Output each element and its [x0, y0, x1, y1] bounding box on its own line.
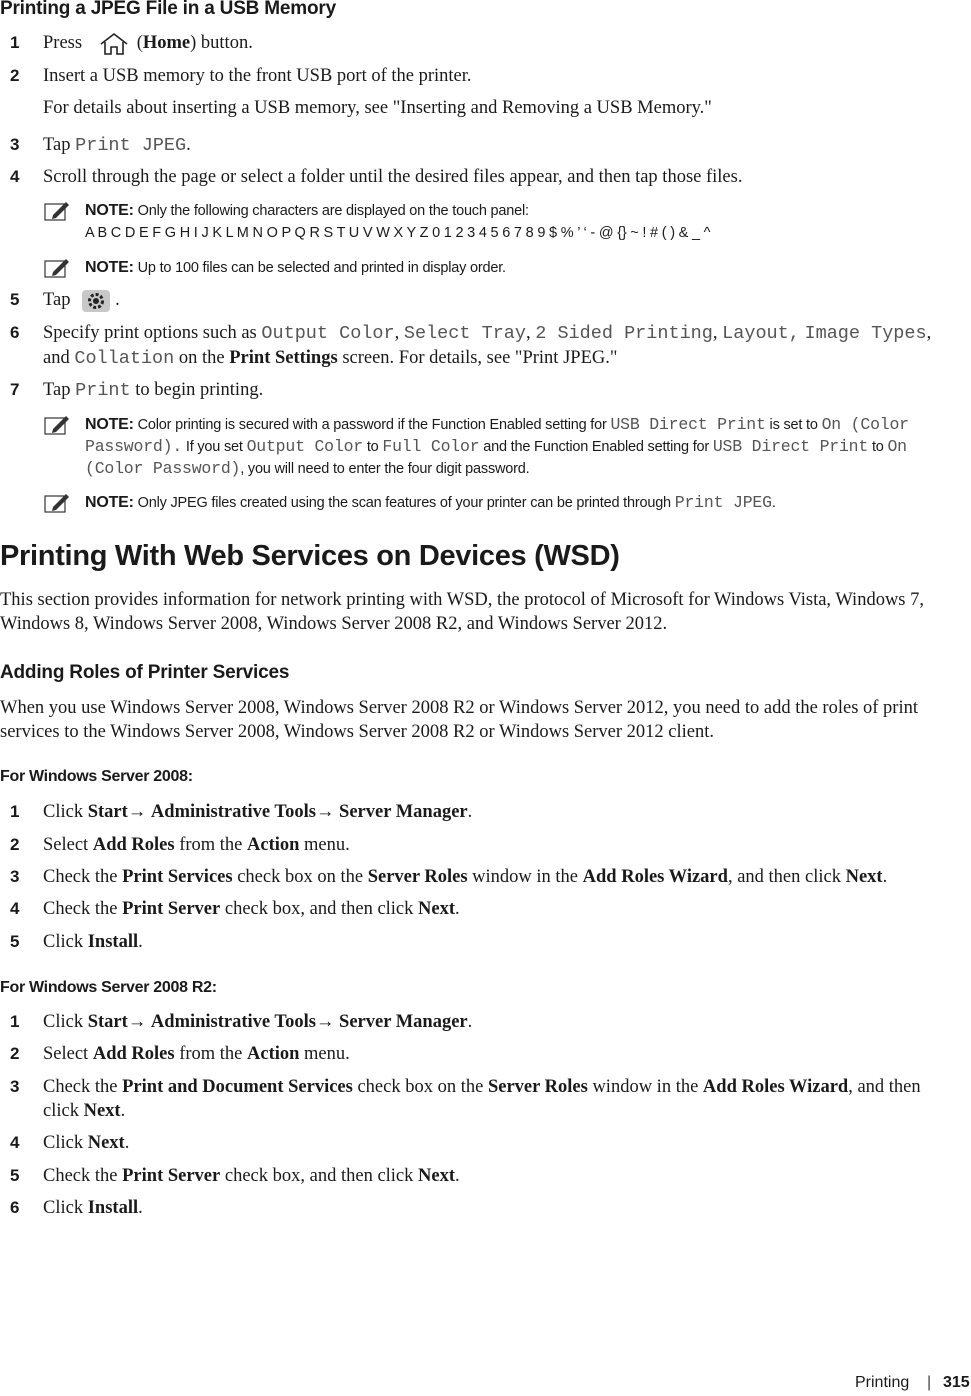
wsd-intro: This section provides information for network printing with WSD, the protocol of Microsoft for Windows Vista, Windows 7, Windows 8, Windows Server 2008, Windows Server 2008 R2, and Windows Server 2012. [0, 590, 925, 634]
step-text: Click Next. [43, 1133, 130, 1153]
ws2008r2-step-3 [0, 1075, 960, 1125]
step-number: 3 [10, 1077, 20, 1096]
step-text: Click Start→ Administrative Tools→ Server Manager. [43, 1012, 473, 1032]
step-text: Insert a USB memory to the front USB port of the printer. [43, 66, 472, 86]
step-text: Press (Home) button. [43, 31, 960, 56]
step-text: Check the Print Services check box on the Server Roles window in the Add Roles Wizard, and then click Next. [43, 867, 888, 887]
step-number: 1 [10, 1012, 20, 1031]
step-number: 2 [10, 66, 20, 85]
step-text: Check the Print and Document Services check box on the Server Roles window in the Add Roles Wizard, and then click Next. [43, 1077, 921, 1121]
step-number: 5 [10, 290, 20, 309]
step-number: 1 [10, 33, 20, 52]
note-pencil-icon [44, 257, 70, 279]
allowed-characters: A B C D E F G H I J K L M N O P Q R S T U V W X Y Z 0 1 2 3 4 5 6 7 8 9 $ % ’ ‘ - @ {} ~ ! # ( ) & _ ^ [85, 225, 711, 241]
page-number: 315 [943, 1374, 970, 1391]
step-text: Tap Print to begin printing. [43, 380, 264, 401]
step-text: Select Add Roles from the Action menu. [43, 1044, 350, 1064]
step-number: 4 [10, 167, 20, 186]
step-number: 6 [10, 1198, 20, 1217]
step-text: Check the Print Server check box, and then click Next. [43, 1166, 460, 1186]
roles-section-title: Adding Roles of Printer Services [0, 662, 290, 683]
step-number: 2 [10, 835, 20, 854]
note-pencil-icon [44, 492, 70, 514]
step-text: Check the Print Server check box, and then click Next. [43, 899, 460, 919]
step-number: 5 [10, 1166, 20, 1185]
step-text: Tap . [43, 288, 960, 313]
usb-step-2-detail: For details about inserting a USB memory, see "Inserting and Removing a USB Memory." [43, 98, 712, 118]
step-number: 4 [10, 1133, 20, 1152]
step-text: Scroll through the page or select a folder until the desired files appear, and then tap those files. [43, 167, 743, 187]
step-text: Click Install. [43, 1198, 143, 1218]
step-number: 4 [10, 899, 20, 918]
footer-separator: | [927, 1374, 932, 1391]
step-number: 3 [10, 867, 20, 886]
home-icon [97, 32, 131, 56]
settings-gear-icon [81, 289, 111, 313]
step-text: Click Start→ Administrative Tools→ Server Manager. [43, 802, 473, 822]
wsd-section-title: Printing With Web Services on Devices (WSD) [0, 540, 620, 572]
usb-section-title: Printing a JPEG File in a USB Memory [0, 0, 336, 19]
step-number: 7 [10, 380, 20, 399]
step-number: 2 [10, 1044, 20, 1063]
footer-section-name: Printing [855, 1374, 910, 1391]
manual-page: Printing a JPEG File in a USB Memory 1 Press (Home) button. 2 Insert a USB memory to the front USB port of the printer. For details about inserting a USB memory, see "Inserting and Removing a USB Memory." 3 Tap Print JPEG. 4 Scroll through the page or select a folder until the desired files appear, and then tap those files. NOTE: Only the following characters are displayed on the touch panel: A B C D E F G H I J K L M N O P Q R S T U V W X Y Z 0 1 2 3 4 5 6 7 8 9 $ % ’ ‘ - @ {} ~ ! # ( ) & _ ^ NOTE: Up to 100 files can be selected and printed in display order. 5 Tap . 6 Specify print options such as Output Color, Select Tray, 2 Sided Printing, Layout, Image Types, and Collation on the Print Settings screen. For details, see "Print JPEG." 7 Tap Print to begin printing. NOTE: Color printing is secured with a password if the Function Enabled setting for USB Direct Print is set to On (Color Password). If you set Output Color to Full Color and the Function Enabled setting for USB Direct Print to On (Color Password), you will need to enter the four digit password. NOTE: Only JPEG files created using the scan features of your printer can be printed through Print JPEG. Printing With Web Services on Devices (WSD) This section provides information for network printing with WSD, the protocol of Microsoft for Windows Vista, Windows 7, Windows 8, Windows Server 2008, Windows Server 2008 R2, and Windows Server 2012. Adding Roles of Printer Services When you use Windows Server 2008, Windows Server 2008 R2 or Windows Server 2012, you need to add the roles of print services to the Windows Server 2008, Windows Server 2008 R2 or Windows Server 2012 client. For Windows Server 2008: 1 Click Start→ Administrative Tools→ Server Manager. 2 Select Add Roles from the Action menu. 3 Check the Print Services check box on the Server Roles window in the Add Roles Wizard, and then click Next. 4 Check the Print Server check box, and then click Next. 5 Click Install. For Windows Server 2008 R2: 1 Click Start→ Administrative Tools→ Server Manager. 2 Select Add Roles from the Action menu. 3 Check the Print and Document Services check box on the Server Roles window in the Add Roles Wizard, and then click Next. 4 Click Next. 5 Check the Print Server check box, and then click Next. 6 Click Install. Printing | 315 [0, 0, 970, 1391]
ws2008r2-title: For Windows Server 2008 R2: [0, 979, 217, 996]
ws2008-title: For Windows Server 2008: [0, 768, 193, 785]
usb-step-6 [0, 321, 960, 371]
step-text: Tap Print JPEG. [43, 135, 191, 156]
note-pencil-icon [44, 200, 70, 222]
step-number: 5 [10, 932, 20, 951]
step-number: 3 [10, 135, 20, 154]
step-text: Select Add Roles from the Action menu. [43, 835, 350, 855]
step-number: 1 [10, 802, 20, 821]
note-pencil-icon [44, 414, 70, 436]
step-text: Click Install. [43, 932, 143, 952]
step-number: 6 [10, 323, 20, 342]
roles-intro: When you use Windows Server 2008, Windows Server 2008 R2 or Windows Server 2012, you need to add the roles of print services to the Windows Server 2008, Windows Server 2008 R2 or Windows Server 2012 client. [0, 698, 918, 742]
step-text: Specify print options such as Output Color, Select Tray, 2 Sided Printing, Layout, Image Types, and Collation on the Print Settings screen. For details, see "Print JPEG." [43, 323, 932, 369]
